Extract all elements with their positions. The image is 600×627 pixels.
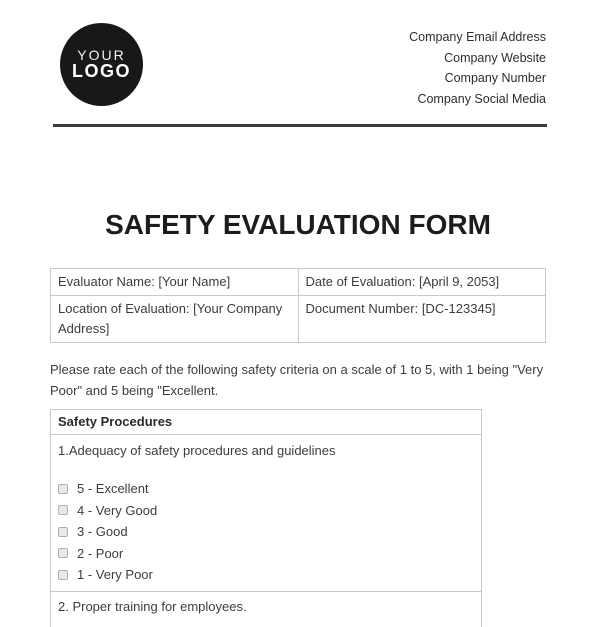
evaluation-info-table	[50, 268, 546, 343]
date-of-evaluation-cell: Date of Evaluation: [April 9, 2053]	[298, 269, 546, 296]
document-number-cell: Document Number: [DC-123345]	[298, 296, 546, 343]
location-of-evaluation-cell: Location of Evaluation: [Your Company Address]	[51, 296, 299, 343]
evaluator-name-cell: Evaluator Name: [Your Name]	[51, 269, 299, 296]
safety-procedures-section	[50, 409, 482, 627]
question-2-text: 2. Proper training for employees.	[51, 591, 481, 627]
rating-checkbox-1[interactable]	[58, 570, 68, 580]
company-number: Company Number	[444, 71, 546, 85]
rating-checkbox-5[interactable]	[58, 484, 68, 494]
rating-options-list	[58, 478, 474, 586]
rating-option-label: 5 - Excellent	[77, 481, 149, 497]
company-website: Company Website	[444, 50, 546, 65]
rating-option-row	[58, 500, 474, 522]
document-header	[50, 0, 546, 109]
rating-option-label: 3 - Good	[77, 524, 128, 540]
logo-text-your: YOUR	[77, 46, 126, 63]
logo-text-logo: LOGO	[72, 61, 131, 82]
rating-option-label: 1 - Very Poor	[77, 567, 153, 583]
company-social-media: Company Social Media	[417, 91, 546, 106]
table-row	[51, 269, 546, 296]
rating-option-row	[58, 521, 474, 543]
rating-option-label: 2 - Poor	[77, 545, 124, 561]
rating-option-row	[58, 543, 474, 565]
rating-option-label: 4 - Very Good	[77, 502, 158, 518]
rating-option-row	[58, 478, 474, 500]
company-logo	[60, 23, 143, 106]
company-contact-block	[409, 23, 546, 109]
page-title: SAFETY EVALUATION FORM	[105, 209, 491, 240]
company-email-address: Company Email Address	[409, 30, 546, 44]
section-header: Safety Procedures	[51, 410, 481, 435]
header-divider-rule	[53, 124, 547, 127]
rating-checkbox-4[interactable]	[58, 505, 68, 515]
rating-checkbox-3[interactable]	[58, 527, 68, 537]
table-row	[51, 296, 546, 343]
rating-option-row	[58, 564, 474, 586]
question-1-block	[51, 435, 481, 591]
rating-checkbox-2[interactable]	[58, 548, 68, 558]
rating-instructions: Please rate each of the following safety criteria on a scale of 1 to 5, with 1 being "Very Poor" and 5 being "Excellent.	[50, 362, 544, 398]
question-1-text: 1.Adequacy of safety procedures and guidelines	[58, 443, 336, 458]
